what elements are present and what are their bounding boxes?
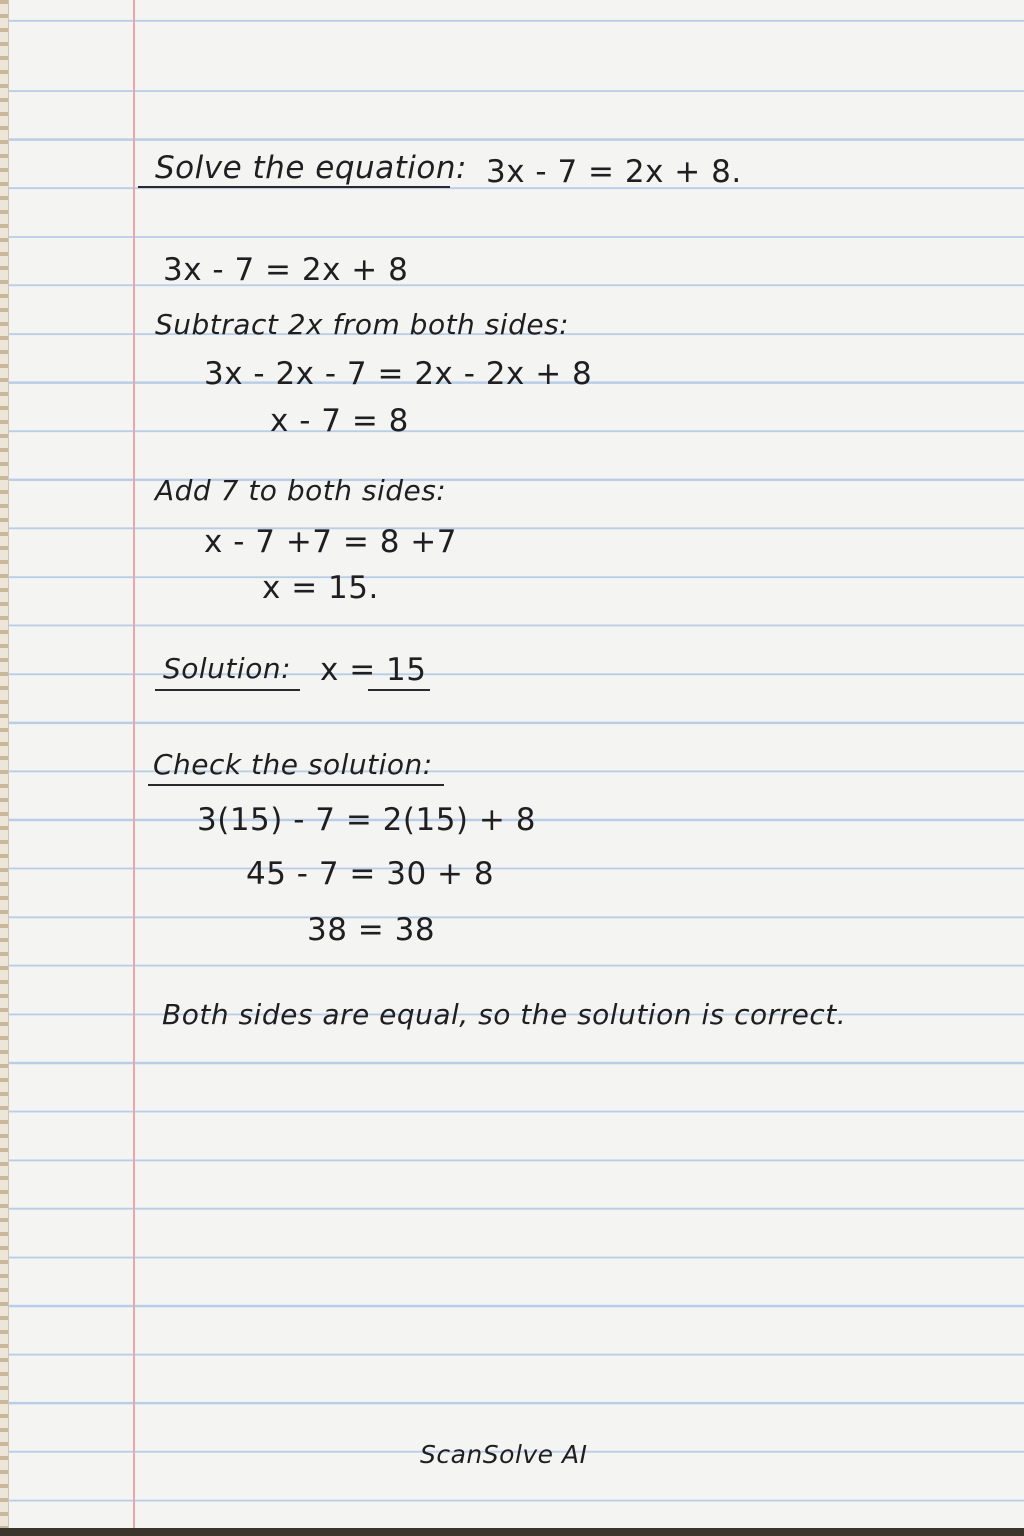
spiral-binding-edge [0,0,9,1528]
step2-line2: x = 15. [262,570,379,606]
problem-equation: 3x - 7 = 2x + 8. [486,154,742,190]
red-margin-line [133,0,135,1528]
step1-line2: x - 7 = 8 [270,403,409,439]
check-heading: Check the solution: [153,748,433,781]
footer-brand: ScanSolve AI [420,1440,588,1469]
solution-label: Solution: [163,652,291,685]
start-equation: 3x - 7 = 2x + 8 [163,252,409,288]
step1-line1: 3x - 2x - 7 = 2x - 2x + 8 [204,356,593,392]
notebook-bottom-edge [0,1528,1024,1536]
problem-label-underline [138,186,450,188]
problem-label: Solve the equation: [155,150,467,186]
step2-line1: x - 7 +7 = 8 +7 [204,524,457,560]
step2-instruction: Add 7 to both sides: [155,474,447,507]
check-line1: 3(15) - 7 = 2(15) + 8 [197,802,536,838]
solution-value: x = 15 [320,652,427,688]
solution-value-underline [368,689,430,691]
check-line3: 38 = 38 [307,912,436,948]
step1-instruction: Subtract 2x from both sides: [155,308,570,341]
solution-label-underline [155,689,300,691]
check-heading-underline [148,784,444,786]
check-line2: 45 - 7 = 30 + 8 [246,856,495,892]
check-conclusion: Both sides are equal, so the solution is correct. [162,998,847,1031]
